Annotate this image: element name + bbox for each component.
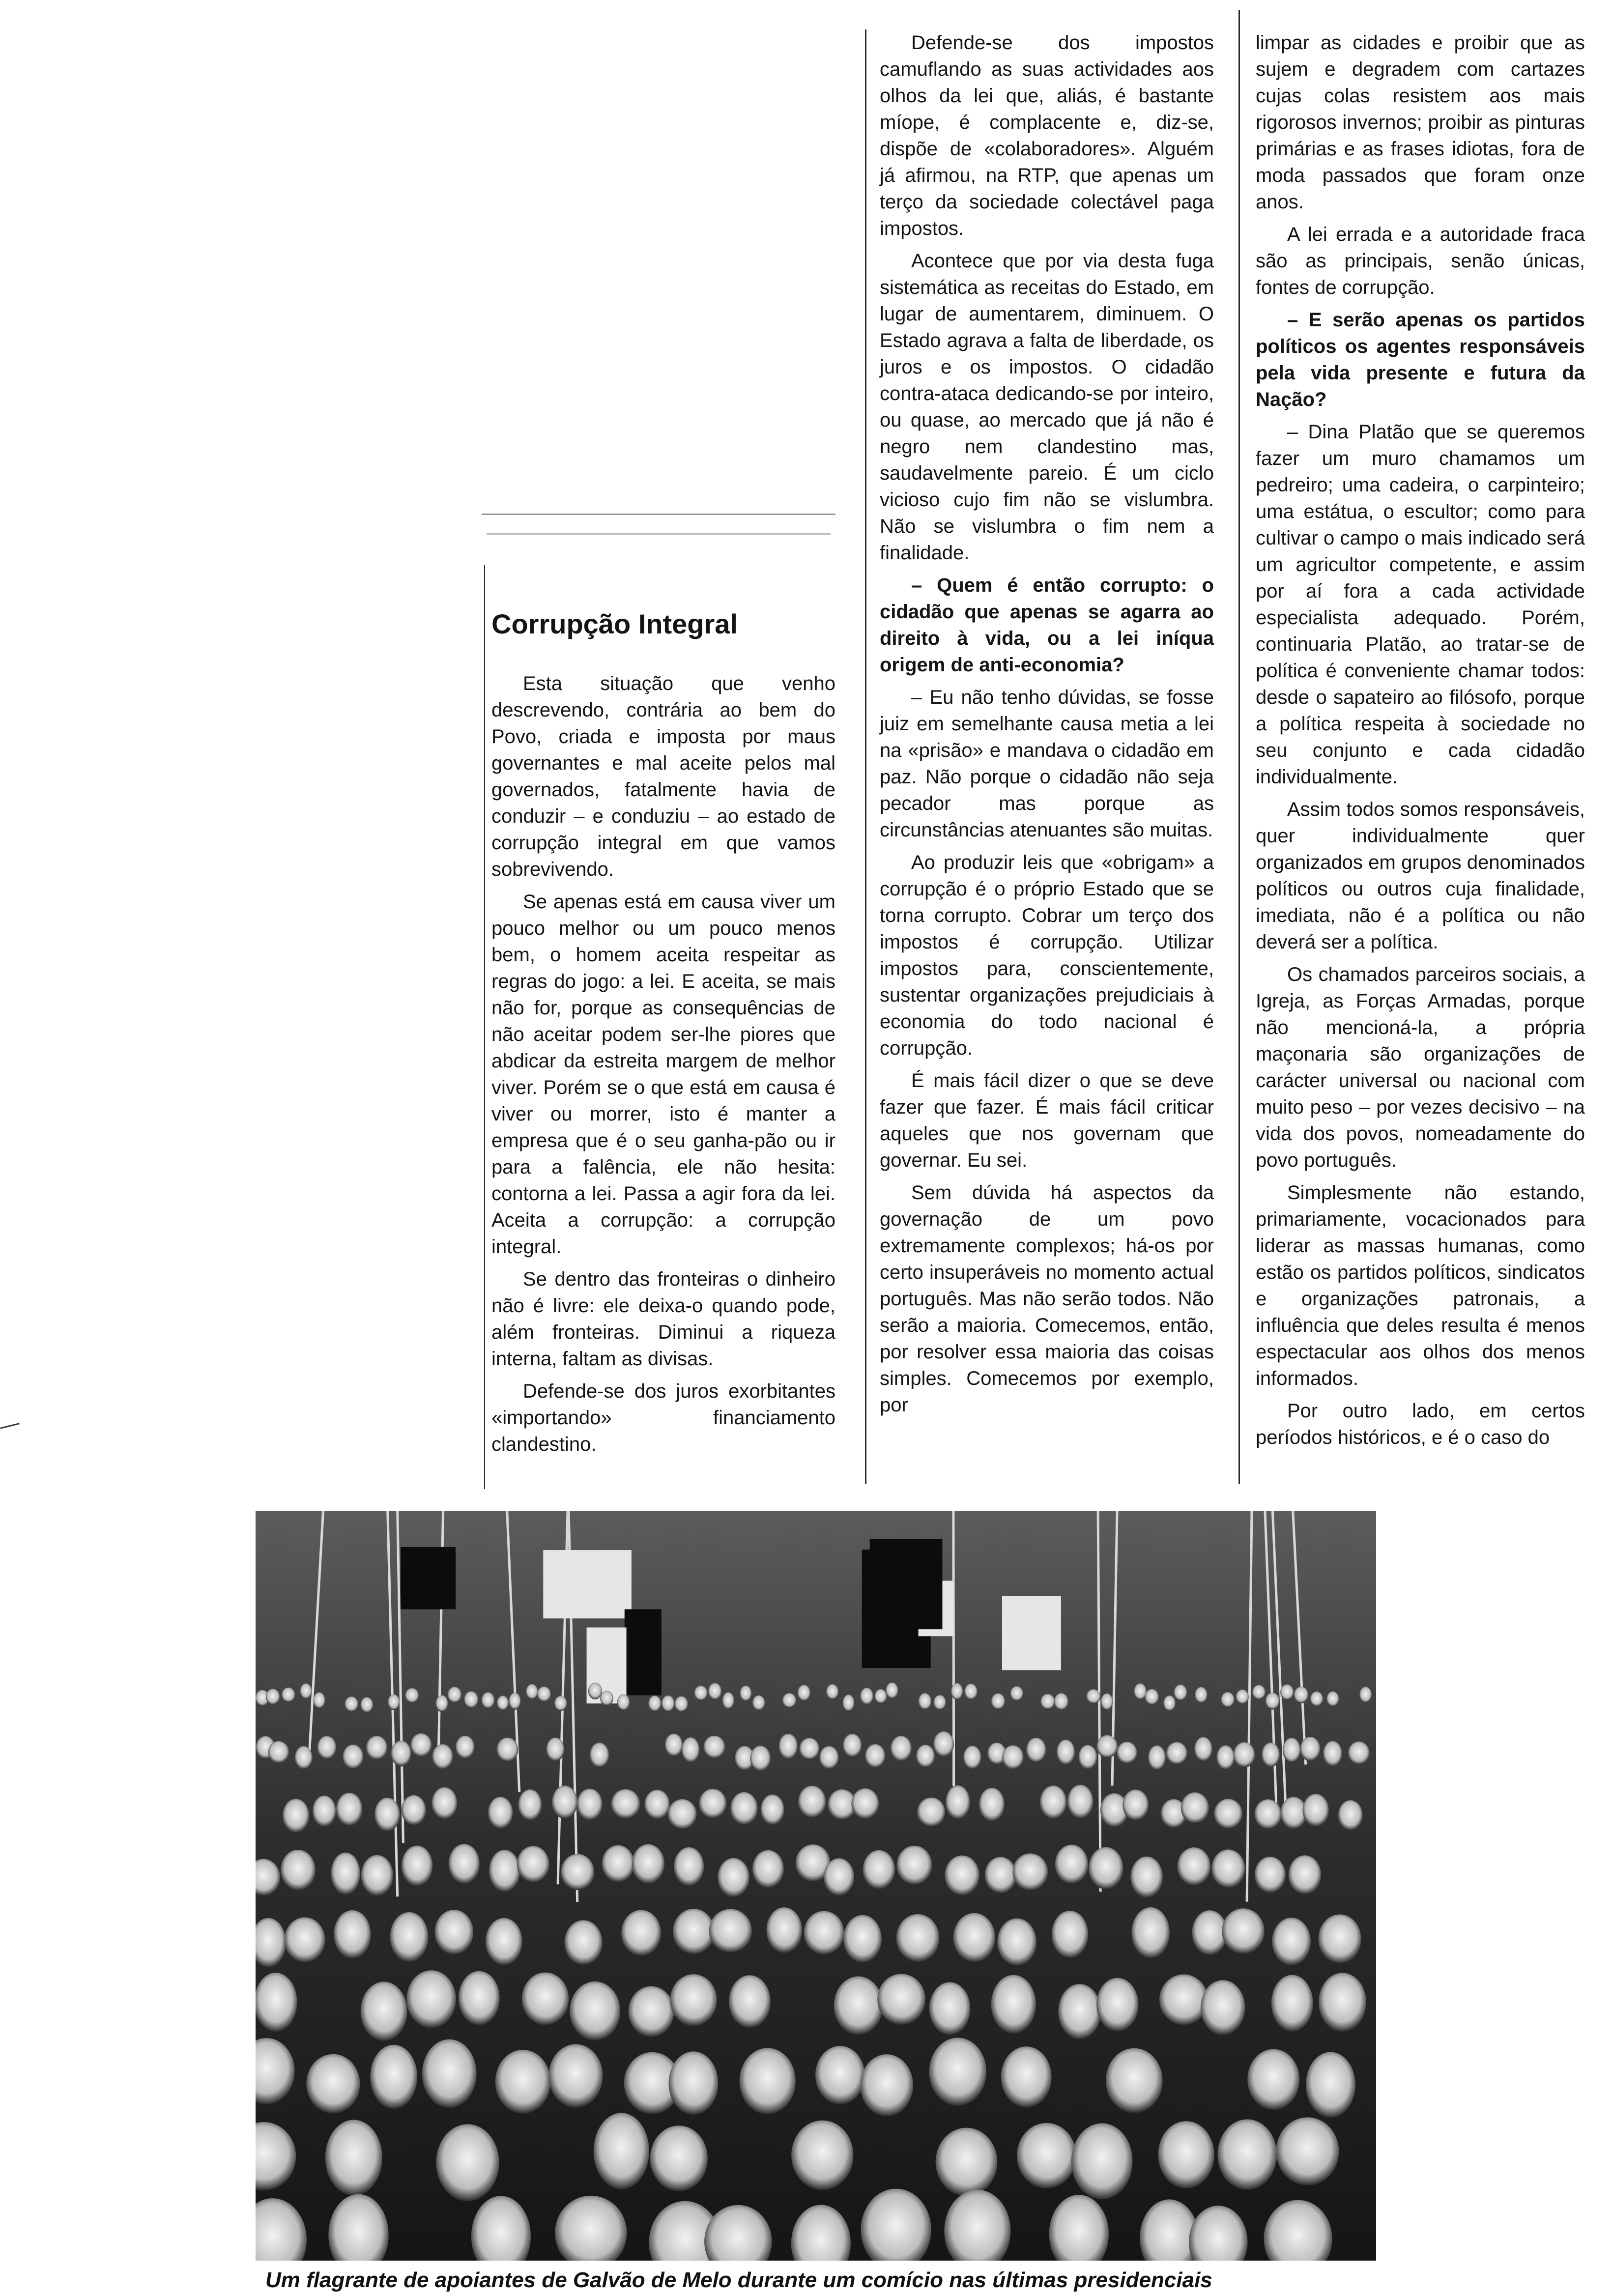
banner [870, 1539, 943, 1629]
crowd-face [1319, 1973, 1366, 2032]
paragraph: limpar as cidades e proibir que as sujem e degradem com cartazes cujas colas resistem aos mais rigorosos invernos; proibir as pinturas primárias e as frases idiotas, fora de moda passados que foram onze anos. [1256, 32, 1585, 213]
crowd-face [617, 1694, 630, 1711]
crowd-face [917, 1798, 945, 1827]
crowd-face [334, 1910, 371, 1959]
photo-caption: Um flagrante de apoiantes de Galvão de Melo durante um comício nas últimas presidenciais [265, 2268, 1212, 2292]
crowd-face [281, 1850, 316, 1891]
column-1-body [491, 670, 835, 1458]
crowd-face [1201, 1980, 1245, 2035]
crowd-face [361, 1981, 407, 2041]
crowd-face [1067, 1785, 1093, 1819]
crowd-face [594, 2113, 649, 2189]
crowd-face [670, 1974, 717, 2026]
crowd-face [997, 1919, 1036, 1966]
crowd-face [1163, 1695, 1176, 1711]
crowd-face [1002, 1745, 1023, 1769]
crowd-face [432, 1787, 458, 1819]
crowd-face [799, 1738, 819, 1760]
crowd-face [522, 1973, 569, 2025]
crowd-face [824, 1858, 854, 1895]
crowd-face [464, 1691, 478, 1708]
crowd-face [1221, 1692, 1234, 1708]
crowd-face [1283, 1738, 1300, 1763]
crowd-face [588, 1683, 602, 1699]
crowd-face [1281, 1797, 1307, 1829]
crowd-face [283, 1799, 309, 1833]
crowd-face [448, 1687, 461, 1703]
crowd-face [729, 1975, 771, 2028]
crowd-face [933, 1731, 954, 1757]
crowd-face [449, 1844, 480, 1884]
crowd-face [730, 1792, 757, 1825]
crowd-face [669, 2051, 719, 2115]
crowd-face [1326, 1692, 1339, 1707]
crowd-face [422, 2039, 477, 2108]
crowd-face [699, 1789, 726, 1818]
crowd-face [1026, 1738, 1046, 1763]
crowd-photo-image [256, 1511, 1376, 2261]
crowd-face [256, 1973, 297, 2032]
crowd-face [782, 1693, 796, 1708]
article-column-3 [1256, 29, 1585, 1457]
crowd-face [1177, 1847, 1210, 1886]
crowd-face [804, 1911, 844, 1954]
crowd-face [1181, 1792, 1209, 1823]
crowd-face [963, 1746, 981, 1769]
paragraph: Simplesmente não estando, primariamente, vocacionados para liderar as massas humanas, como estão os partidos políticos, sindicatos e organizações patronais, a influência que deles resulta é menos espectacular aos olhos dos menos informados. [1256, 1182, 1585, 1389]
crowd-face [1040, 1785, 1066, 1819]
crowd-face [929, 2038, 986, 2106]
crowd-face [1359, 1687, 1372, 1703]
crowd-face [897, 1846, 932, 1885]
crowd-face [1089, 1847, 1123, 1890]
crowd-face [1271, 1975, 1313, 2032]
crowd-face [860, 2054, 913, 2116]
crowd-face [1166, 1742, 1187, 1765]
crowd-face [1236, 1690, 1249, 1704]
crowd-face [345, 1696, 358, 1712]
crowd-face [1217, 2119, 1277, 2190]
crowd-face [482, 1693, 495, 1709]
crowd-face [1323, 1741, 1342, 1767]
crowd-face [1234, 1742, 1255, 1768]
crowd-face [285, 1917, 325, 1962]
paragraph: Se apenas está em causa viver um pouco melhor ou um pouco menos bem, o homem aceita respeitar as regras do jogo: a lei. E aceita, se mais não for, porque as consequências de não aceitar podem ser-lhe piores que abdicar da estreita margem de melhor viver. Porém se o que está em causa é viver ou morrer, isto é manter a empresa que é o seu ganha-pão ou ir para a falência, ele não hesita: contorna a lei. Passa a agir fora da lei. Aceita a corrupção: a corrupção integral. [491, 891, 835, 1258]
crowd-face [565, 1920, 603, 1965]
crowd-face [1255, 1799, 1282, 1829]
banner [1002, 1596, 1061, 1670]
stray-mark [0, 1423, 20, 1429]
crowd-face [834, 1977, 883, 2035]
article-column-2 [880, 29, 1214, 1424]
crowd-face [600, 1691, 613, 1706]
crowd-face [459, 1971, 500, 2025]
banner [625, 1609, 662, 1695]
crowd-face [577, 1789, 603, 1821]
crowd-face [964, 1684, 977, 1700]
crowd-face [1055, 1845, 1088, 1884]
crowd-face [752, 1695, 765, 1711]
print-smudge [482, 514, 835, 515]
crowd-face [936, 2128, 998, 2196]
crowd-face [843, 1734, 862, 1757]
crowd-face [860, 1688, 873, 1705]
crowd-face [750, 1746, 771, 1771]
crowd-face [489, 1850, 520, 1892]
crowd-face [391, 1741, 411, 1766]
crowd-face [621, 1910, 661, 1956]
crowd-face [1054, 1693, 1068, 1710]
crowd-face [1071, 2123, 1133, 2199]
crowd-face [761, 1794, 784, 1825]
crowd-face [891, 1736, 912, 1761]
crowd-face [1096, 1978, 1138, 2032]
crowd-face [590, 1743, 609, 1768]
crowd-face [819, 1746, 838, 1769]
paragraph: Se dentro das fronteiras o dinheiro não é livre: ele deixa-o quando pode, além fronteiras. Diminui a riqueza interna, faltam as divisas. [491, 1268, 835, 1370]
paragraph: Ao produzir leis que «obrigam» a corrupção é o próprio Estado que se torna corrupto. Cobrar um terço dos impostos é corrupção. Utilizar impostos para, conscientemente, sustentar organizações prejudiciais à economia do todo nacional é corrupção. [880, 852, 1214, 1059]
crowd-face [486, 1918, 522, 1965]
crowd-face [644, 1790, 669, 1819]
crowd-face [919, 1693, 931, 1710]
crowd-face [766, 1907, 802, 1953]
crowd-face [1131, 1907, 1170, 1958]
crowd-face [1057, 1740, 1075, 1765]
crowd-face [1134, 1683, 1147, 1700]
crowd-face [1106, 2048, 1163, 2113]
crowd-face [815, 2046, 865, 2104]
crowd-face [282, 1688, 295, 1702]
paragraph: – Dina Platão que se queremos fazer um muro chamamos um pedreiro; uma cadeira, o carpinteiro; uma estátua, o escultor; como para cultivar o campo o mais indicado será um agricultor competente, e assim por aí fora a cada actividade especialista adequado. Porém, continuaria Platão, ao tratar-se de política é conveniente chamar todos: desde o sapateiro ao filósofo, porque a política respeita à sociedade no seu conjunto e cada cidadão individualmente. [1256, 421, 1585, 788]
crowd-face [877, 1974, 925, 2025]
crowd-face [1117, 1742, 1137, 1764]
crowd-face [694, 1686, 708, 1701]
crowd-face [1101, 1693, 1113, 1711]
crowd-face [390, 1912, 429, 1962]
crowd-face [673, 1909, 714, 1954]
crowd-face [1148, 1746, 1166, 1771]
crowd-face [497, 1738, 518, 1762]
crowd-face [361, 1855, 393, 1896]
crowd-face [554, 1696, 567, 1711]
crowd-face [1195, 1687, 1208, 1703]
crowd-face [402, 1795, 426, 1826]
crowd-face [674, 1847, 704, 1886]
crowd-face [1318, 1914, 1361, 1963]
crowd-face [1214, 1799, 1242, 1829]
crowd-face [1348, 1742, 1370, 1765]
crowd-face [266, 1689, 280, 1704]
crowd-face [1145, 1689, 1158, 1705]
crowd-face [313, 1796, 336, 1827]
crowd-face [1280, 1685, 1294, 1700]
crowd-face [718, 1858, 749, 1897]
column-rule-middle [865, 29, 866, 1484]
crowd-face [366, 1736, 387, 1760]
paragraph: Por outro lado, em certos períodos históricos, e é o caso do [1256, 1400, 1585, 1448]
crowd-face [1086, 1689, 1100, 1704]
crowd-face [798, 1786, 826, 1818]
crowd-face [1001, 2046, 1052, 2107]
crowd-face [436, 2124, 499, 2201]
banner [401, 1547, 456, 1609]
crowd-face [548, 2044, 603, 2108]
crowd-face [434, 1910, 473, 1954]
crowd-face [662, 1695, 674, 1712]
crowd-face [361, 1697, 374, 1713]
crowd-face [374, 1798, 400, 1832]
crowd-face [708, 1683, 721, 1700]
crowd-face [1266, 1693, 1280, 1709]
crowd-face [675, 1696, 688, 1712]
crowd-face [370, 2045, 417, 2109]
crowd-face [518, 1789, 542, 1821]
crowd-face [456, 1736, 474, 1759]
crowd-face [851, 1788, 879, 1819]
crowd-face [295, 1746, 313, 1769]
crowd-face [945, 1855, 979, 1895]
crowd-face [432, 1744, 453, 1769]
crowd-face [1211, 1849, 1245, 1888]
crowd-face [886, 1683, 898, 1699]
crowd-face [665, 1734, 683, 1757]
crowd-face [703, 1736, 725, 1759]
paragraph: Defende-se dos juros exorbitantes «importando» financiamento clandestino. [491, 1380, 835, 1455]
crowd-face [1302, 1794, 1328, 1827]
crowd-face [314, 1693, 325, 1709]
paragraph: Os chamados parceiros sociais, a Igreja, as Forças Armadas, porque não mencioná-la, a própria maçonaria são organizações de carácter universal ou nacional com muito peso – por vezes decisivo – na vida dos povos, nomeadamente do povo português. [1256, 964, 1585, 1171]
crowd-face [752, 1850, 784, 1888]
print-smudge [487, 533, 831, 535]
crowd-face [526, 1684, 538, 1699]
crowd-face [268, 1741, 289, 1764]
crowd-face [1159, 1975, 1208, 2025]
crowd-face [668, 1799, 696, 1829]
crowd-face [1247, 2049, 1299, 2110]
crowd-face [1052, 1911, 1088, 1958]
crowd-face [991, 1975, 1036, 2034]
crowd-face [946, 1785, 970, 1819]
crowd-face [682, 1737, 699, 1763]
crowd-face [863, 1850, 895, 1889]
crowd-face [546, 1738, 564, 1762]
crowd-face [709, 1909, 752, 1952]
crowd-face [488, 1797, 513, 1829]
crowd-face [388, 1694, 400, 1710]
crowd-photo [256, 1511, 1376, 2261]
crowd-face [929, 1982, 970, 2035]
crowd-face [1012, 1853, 1048, 1891]
paragraph: Sem dúvida há aspectos da governação de um povo extremamente complexos; há-os por certo insuperáveis no momento actual português. Mas não serão todos. Não serão a maioria. Comecemos, então, por resolver essa maioria das coisas simples. Comecemos por exemplo, por [880, 1182, 1214, 1416]
crowd-face [951, 1683, 963, 1700]
crowd-face [632, 1844, 664, 1884]
crowd-face [537, 1687, 551, 1702]
column-rule-right [1238, 10, 1240, 1484]
crowd-face [953, 1913, 995, 1962]
crowd-face [791, 2121, 853, 2190]
crowd-face [1272, 1918, 1311, 1965]
crowd-face [1294, 1687, 1308, 1703]
crowd-face [509, 1693, 520, 1710]
crowd-face [1078, 1745, 1097, 1770]
paragraph: – Quem é então corrupto: o cidadão que apenas se agarra ao direito à vida, ou a lei iníqua origem de anti-economia? [880, 574, 1214, 676]
crowd-face [740, 1686, 751, 1701]
crowd-face [1058, 1984, 1101, 2039]
crowd-face [629, 1986, 674, 2037]
crowd-face [1130, 1857, 1163, 1898]
crowd-face [1300, 1737, 1321, 1761]
banner [543, 1550, 632, 1618]
crowd-face [1262, 1743, 1280, 1767]
crowd-face [306, 2054, 360, 2114]
crowd-face [934, 1695, 946, 1710]
crowd-face [991, 1693, 1005, 1710]
column-2-body [880, 29, 1214, 1418]
crowd-face [436, 1695, 448, 1712]
crowd-face [1338, 1800, 1363, 1830]
paragraph: É mais fácil dizer o que se deve fazer que fazer. É mais fácil criticar aqueles que nos governam que governar. Eu sei. [880, 1070, 1214, 1171]
crowd-face [495, 2050, 551, 2114]
paragraph: Defende-se dos impostos camuflando as suas actividades aos olhos da lei que, aliás, é bastante míope, é complacente e, diz-se, dispõe de «colaboradores». Alguém já afirmou, na RTP, que apenas um terço da sociedade colectável paga impostos. [880, 32, 1214, 239]
crowd-face [517, 1846, 549, 1882]
crowd-face [300, 1683, 312, 1699]
crowd-face [343, 1745, 363, 1769]
crowd-face [325, 2120, 382, 2196]
article-column-1 [491, 609, 835, 1464]
crowd-face [1040, 1694, 1055, 1710]
crowd-face [842, 1694, 854, 1712]
crowd-face [561, 1854, 594, 1891]
crowd-face [779, 1734, 798, 1759]
article-heading: Corrupção Integral [491, 608, 738, 639]
crowd-face [798, 1685, 810, 1701]
crowd-face [740, 2048, 796, 2114]
crowd-face [648, 1695, 661, 1712]
crowd-face [979, 1788, 1005, 1822]
crowd-face [650, 2125, 708, 2191]
crowd-face [1174, 1685, 1187, 1701]
crowd-face [1216, 1746, 1234, 1770]
crowd-face [1010, 1686, 1023, 1701]
crowd-face [602, 1845, 634, 1883]
crowd-face [410, 1733, 432, 1757]
crowd-face [405, 1688, 419, 1703]
paragraph: Assim todos somos responsáveis, quer individualmente quer organizados em grupos denominados políticos ou outros cuja finalidade, imediata, não é a política ou não deverá ser a política. [1256, 799, 1585, 953]
crowd-face [826, 1684, 838, 1700]
column-rule-left [484, 565, 485, 1489]
crowd-face [1158, 2121, 1214, 2188]
crowd-face [843, 1915, 882, 1963]
crowd-face [916, 1745, 935, 1768]
crowd-face [1310, 1692, 1323, 1707]
crowd-face [402, 1846, 432, 1887]
column-3-body [1256, 29, 1585, 1451]
crowd-face [985, 1857, 1016, 1894]
paragraph: Esta situação que venho descrevendo, contrária ao bem do Povo, criada e imposta por maus governantes e mal aceite pelos mal governados, fatalmente havia de conduzir – e conduziu – ao estado de corrupção integral em que vamos sobrevivendo. [491, 673, 835, 880]
crowd-face [497, 1695, 509, 1710]
crowd-face [896, 1914, 939, 1962]
crowd-face [570, 1981, 620, 2040]
crowd-face [1255, 1857, 1286, 1893]
crowd-face [552, 1785, 577, 1819]
paragraph: – Eu não tenho dúvidas, se fosse juiz em semelhante causa metia a lei na «prisão» e mandava o cidadão em paz. Não porque o cidadão não seja pecador mas porque as circunstâncias atenuantes são muitas. [880, 687, 1214, 841]
crowd-face [406, 1970, 456, 2028]
crowd-face [722, 1692, 734, 1709]
paragraph: Acontece que por via desta fuga sistemática as receitas do Estado, em lugar de aumentarem, diminuem. O Estado agrava a falta de liberdade, os juros e os impostos. O cidadão contra-ataca dedicando-se por inteiro, ou quase, ao mercado que já não é negro nem clandestino mas, saudavelmente pareio. É um ciclo vicioso cujo fim não se vislumbra. Não se vislumbra o fim nem a finalidade. [880, 250, 1214, 564]
crowd-face [1289, 1855, 1321, 1894]
crowd-face [1276, 2117, 1339, 2185]
crowd-face [317, 1736, 337, 1759]
crowd-face [331, 1853, 360, 1895]
crowd-face [1123, 1790, 1149, 1821]
crowd-face [1222, 1908, 1265, 1954]
crowd-face [611, 1789, 640, 1819]
crowd-face [1017, 2123, 1076, 2188]
crowd-face [336, 1793, 362, 1826]
crowd-face [1306, 2052, 1355, 2118]
crowd-face [1252, 1685, 1266, 1700]
crowd-face [865, 1744, 885, 1768]
paragraph: – E serão apenas os partidos políticos os agentes responsáveis pela vida presente e futura da Nação? [1256, 309, 1585, 410]
crowd-face [1096, 1735, 1118, 1758]
crowd-face [875, 1689, 887, 1704]
crowd-face [1194, 1737, 1212, 1761]
paragraph: A lei errada e a autoridade fraca são as principais, senão únicas, fontes de corrupção. [1256, 224, 1585, 298]
